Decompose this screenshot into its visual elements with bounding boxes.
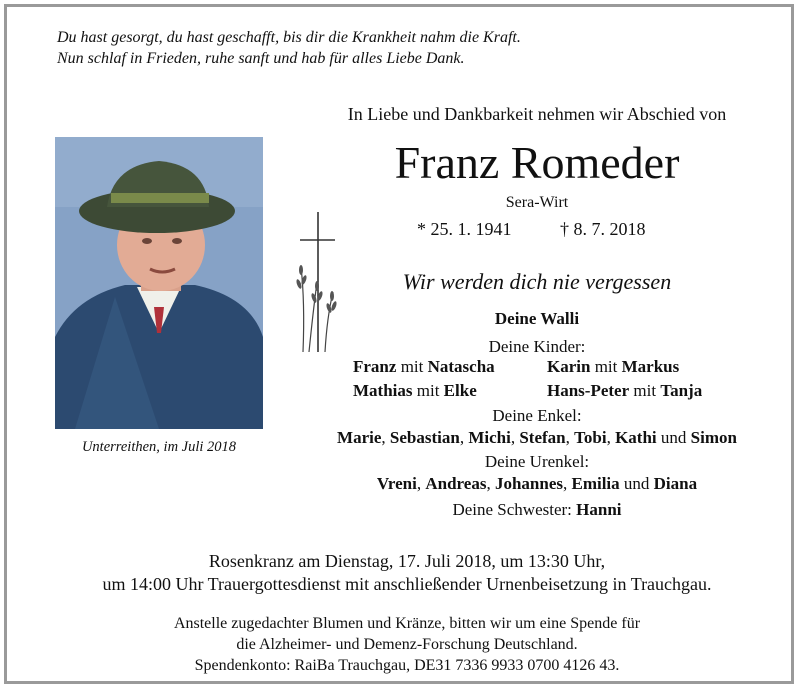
poem (57, 27, 521, 69)
greatgrandchild-name: Emilia (571, 474, 620, 493)
separator: , (416, 474, 426, 493)
grandchildren-names (257, 428, 800, 448)
photo-caption: Unterreithen, im Juli 2018 (81, 439, 237, 455)
grandchild-name: Stefan (519, 428, 566, 447)
partner-name: Natascha (427, 357, 495, 376)
separator: und (656, 428, 691, 447)
child-name: Franz (353, 357, 397, 376)
separator: , (486, 474, 495, 493)
spouse-name: Deine Walli (494, 309, 580, 328)
grandchild-name: Marie (337, 428, 382, 447)
obituary-frame (4, 4, 794, 684)
poem-line-1: Du hast gesorgt, du hast geschafft, bis dir die Krankheit nahm die Kraft. (57, 29, 521, 46)
donation-info (47, 613, 767, 676)
greatgrandchild-name: Vreni (376, 474, 417, 493)
portrait-illustration (55, 137, 263, 429)
deceased-name: Franz Romeder (394, 137, 680, 188)
separator: , (562, 474, 572, 493)
greatgrandchild-name: Diana (653, 474, 698, 493)
child-pair-2 (547, 357, 679, 377)
pair-connector: mit (416, 381, 440, 400)
sister-label: Deine Schwester: (452, 500, 572, 519)
death-date: † 8. 7. 2018 (560, 219, 646, 239)
donation-line-3: Spendenkonto: RaiBa Trauchgau, DE31 7336 9933 0700 4126 43. (194, 657, 620, 674)
intro-text: In Liebe und Dankbarkeit nehmen wir Abschied von (347, 104, 727, 124)
donation-line-1: Anstelle zugedachter Blumen und Kränze, bitten wir um eine Spende für (173, 615, 641, 632)
separator: , (565, 428, 575, 447)
greatgrandchild-name: Andreas (425, 474, 487, 493)
spouse (307, 309, 767, 329)
funeral-events (47, 550, 767, 596)
partner-name: Tanja (660, 381, 703, 400)
separator: , (459, 428, 469, 447)
greatgrandchild-name: Johannes (494, 474, 563, 493)
child-name: Hans-Peter (547, 381, 630, 400)
grandchild-name: Michi (468, 428, 511, 447)
separator: , (606, 428, 616, 447)
greatgrandchildren-names (287, 474, 787, 494)
pair-connector: mit (633, 381, 657, 400)
deceased-subtitle: Sera-Wirt (505, 194, 569, 211)
pair-connector: mit (400, 357, 424, 376)
greatgrandchildren-label: Deine Urenkel: (484, 452, 590, 471)
separator: , (510, 428, 520, 447)
child-name: Mathias (353, 381, 413, 400)
grandchild-name: Tobi (574, 428, 607, 447)
donation-line-2: die Alzheimer- und Demenz-Forschung Deutschland. (236, 636, 578, 653)
child-pair-3 (353, 381, 477, 401)
grandchild-name: Kathi (615, 428, 657, 447)
events-line-2: um 14:00 Uhr Trauergottesdienst mit anschließender Urnenbeisetzung in Trauchgau. (102, 574, 712, 594)
sister-name: Hanni (576, 500, 622, 519)
motto: Wir werden dich nie vergessen (402, 269, 672, 294)
partner-name: Markus (621, 357, 680, 376)
grandchild-name: Simon (690, 428, 737, 447)
pair-connector: mit (594, 357, 618, 376)
portrait-photo (55, 137, 263, 429)
child-name: Karin (547, 357, 591, 376)
separator: , (381, 428, 390, 447)
partner-name: Elke (443, 381, 477, 400)
grandchild-name: Sebastian (389, 428, 460, 447)
child-pair-4 (547, 381, 702, 401)
poem-line-2: Nun schlaf in Frieden, ruhe sanft und hab für alles Liebe Dank. (57, 50, 465, 67)
children-label: Deine Kinder: (488, 337, 586, 356)
grandchildren-label: Deine Enkel: (492, 406, 582, 425)
events-line-1: Rosenkranz am Dienstag, 17. Juli 2018, um 13:30 Uhr, (208, 551, 606, 571)
child-pair-1 (353, 357, 495, 377)
birth-date: * 25. 1. 1941 (417, 219, 512, 239)
separator: und (619, 474, 654, 493)
sister (307, 500, 767, 520)
